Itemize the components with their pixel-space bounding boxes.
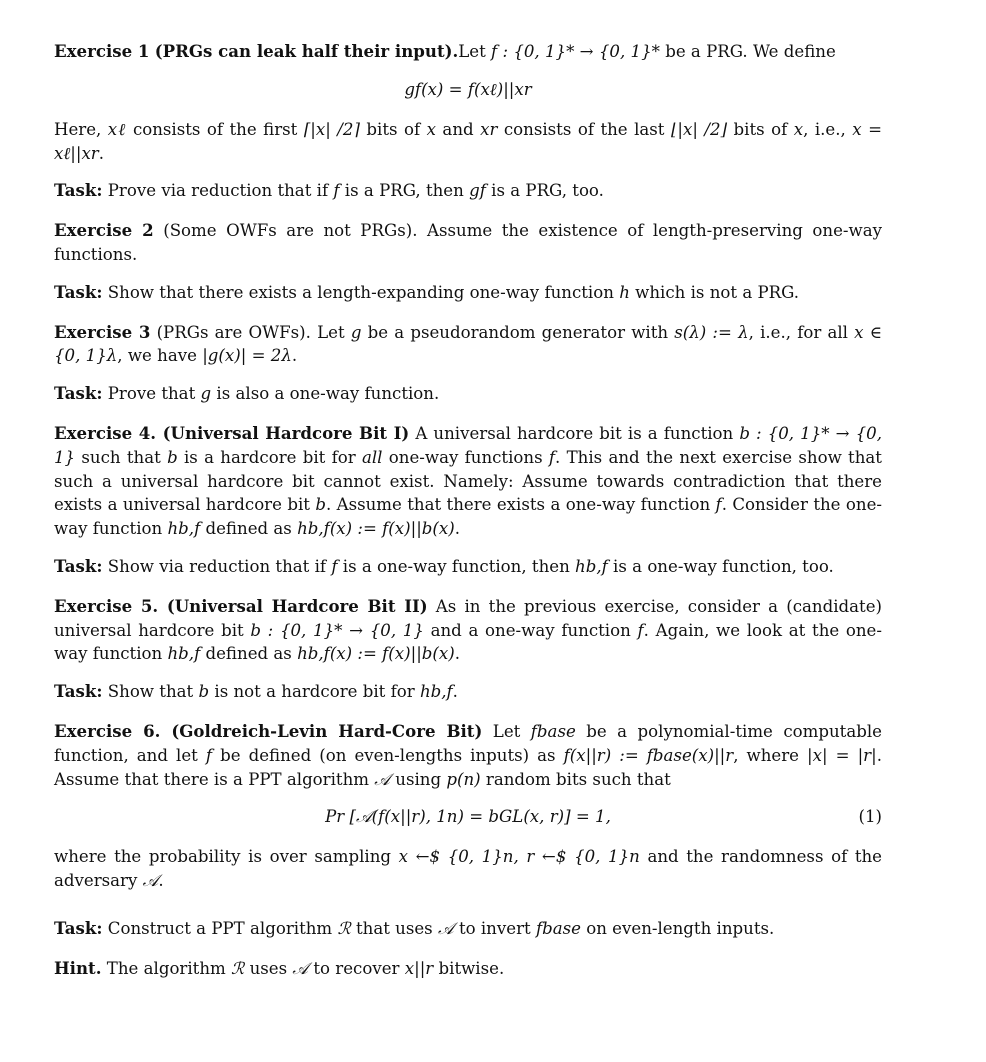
text: and the randomness of the adversary: [54, 847, 882, 891]
exercise-4: [54, 422, 882, 541]
exercise-2-heading: Exercise 2: [54, 220, 154, 241]
math: ⌈|x| /2⌉: [303, 119, 360, 139]
math: f: [205, 745, 213, 765]
math: x||r: [404, 958, 434, 978]
text: Prove via reduction that if: [102, 181, 334, 201]
math: xℓ: [107, 119, 127, 139]
math: x: [793, 119, 804, 139]
text: A universal hardcore bit is a function: [409, 423, 740, 443]
text: consists of the first: [126, 119, 304, 139]
math: ℛ: [231, 958, 245, 978]
equation-1-body: Pr [𝒜(f(x||r), 1n) = bGL(x, r)] = 1,: [325, 807, 611, 827]
text: Show via reduction that if: [102, 556, 332, 576]
text: , where: [733, 745, 808, 765]
exercise-1-heading: Exercise 1: [54, 41, 150, 61]
task-label: Task:: [54, 681, 103, 702]
exercise-2: [54, 219, 882, 267]
text: , i.e.,: [803, 119, 853, 139]
exercise-sheet: [54, 40, 882, 995]
text: is also a one-way function.: [211, 384, 440, 404]
text: bits of: [359, 119, 427, 139]
text: be a PRG. We define: [659, 42, 836, 61]
math: b : {0, 1}* → {0, 1}: [54, 423, 882, 467]
math-signature: f : {0, 1}* → {0, 1}*: [491, 42, 660, 61]
text: Let: [310, 322, 351, 342]
exercise-6-sampling: [54, 845, 882, 893]
text: is a hardcore bit for: [177, 447, 362, 467]
math: b: [167, 447, 178, 467]
text: where the probability is over sampling: [54, 847, 399, 867]
exercise-6: [54, 720, 882, 791]
text: .: [98, 143, 105, 163]
text: .: [454, 519, 461, 539]
text: such that: [75, 447, 168, 467]
math: f: [331, 556, 338, 576]
text: Let: [458, 42, 492, 61]
hint-label: Hint.: [54, 957, 102, 978]
text: using: [389, 769, 447, 789]
text: Show that: [102, 682, 199, 702]
math: f: [548, 447, 556, 467]
text: which is not a PRG.: [629, 282, 800, 302]
text: is a PRG, then: [339, 181, 470, 201]
text: random bits such that: [480, 769, 671, 789]
task-label: Task:: [54, 555, 103, 576]
equation-1-tag: (1): [858, 807, 882, 827]
text: and a one-way function: [423, 620, 638, 640]
math: b: [315, 495, 326, 515]
math: 𝒜: [292, 958, 309, 978]
text: .: [158, 871, 164, 891]
exercise-1: [54, 40, 882, 64]
text: bitwise.: [433, 958, 505, 978]
math: b : {0, 1}* → {0, 1}: [250, 620, 424, 640]
task-label: Task:: [54, 281, 103, 302]
math: h: [619, 282, 630, 302]
exercise-4-heading: Exercise 4. (Universal Hardcore Bit I): [54, 422, 410, 443]
math: hb,f: [419, 682, 453, 702]
text: . This and the next exercise show that such a universal hardcore bit cannot exist. Namely: Assume towards contradiction that there exists a universal hardcore bit: [54, 447, 882, 515]
math: |g(x)| = 2λ: [202, 346, 292, 366]
text: that uses: [350, 918, 438, 938]
emphasis: all: [361, 447, 383, 467]
text: Construct a PPT algorithm: [102, 918, 338, 938]
text: .: [454, 644, 461, 664]
text: defined as: [200, 519, 298, 539]
math: b: [198, 682, 210, 702]
math: |x| = |r|: [807, 745, 877, 765]
text: and: [435, 119, 481, 139]
task-3: [54, 382, 882, 406]
text: is a PRG, too.: [485, 181, 604, 201]
text: Show that there exists a length-expanding one-way function: [102, 282, 620, 302]
text: is a one-way function, too.: [607, 556, 834, 576]
text: to recover: [308, 958, 405, 978]
math: 𝒜: [374, 769, 390, 789]
exercise-1-description: [54, 118, 882, 166]
text: Prove that: [102, 384, 201, 404]
text: to invert: [453, 918, 536, 938]
task-2: [54, 281, 882, 305]
equation-gf: gf(x) = f(xℓ)||xr: [404, 79, 532, 99]
math: s(λ) := λ: [674, 322, 749, 342]
math: hb,f: [167, 644, 201, 664]
math: gf: [469, 181, 486, 201]
text: . Assume that there is a PPT algorithm: [54, 745, 882, 789]
math: hb,f(x) := f(x)||b(x): [297, 644, 455, 664]
text: defined as: [200, 644, 298, 664]
text: consists of the last: [497, 119, 671, 139]
math: xr: [480, 119, 498, 139]
exercise-5-heading: Exercise 5. (Universal Hardcore Bit II): [54, 595, 428, 616]
math: hb,f: [575, 556, 608, 576]
text: . Consider the one-way function: [54, 495, 882, 539]
text: . Assume that there exists a one-way function: [325, 495, 716, 515]
math: x ←$ {0, 1}n, r ←$ {0, 1}n: [398, 847, 640, 867]
math: g: [200, 384, 212, 404]
math: hb,f(x) := f(x)||b(x): [297, 519, 455, 539]
task-1: [54, 179, 882, 203]
task-label: Task:: [54, 917, 103, 938]
text: As in the previous exercise, consider a (candidate) universal hardcore bit: [54, 596, 882, 640]
text: , we have: [117, 346, 203, 366]
math: 𝒜: [437, 918, 454, 938]
math: f: [637, 620, 644, 640]
math: ℛ: [337, 918, 351, 938]
task-label: Task:: [54, 383, 103, 404]
math: fbase: [535, 918, 581, 938]
exercise-3-heading: Exercise 3: [54, 321, 151, 342]
math: x ∈ {0, 1}λ: [54, 322, 882, 366]
text: Assume the existence of length-preserving one-way functions.: [54, 221, 882, 264]
math: p(n): [446, 769, 481, 789]
math: hb,f: [167, 519, 201, 539]
math: x = xℓ||xr: [54, 119, 882, 163]
task-6: [54, 917, 882, 941]
text: is not a hardcore bit for: [209, 682, 420, 702]
text: .: [291, 346, 298, 366]
math: f: [333, 181, 340, 201]
math: 𝒜: [142, 871, 159, 891]
math: x: [426, 119, 436, 139]
spacer: [54, 907, 882, 917]
text: . Again, we look at the one-way function: [54, 620, 882, 664]
text: bits of: [727, 119, 794, 139]
exercise-3: [54, 321, 882, 369]
text: on even-length inputs.: [580, 918, 775, 938]
equation-1: [54, 805, 882, 829]
text: uses: [244, 958, 293, 978]
exercise-3-title: (PRGs are OWFs).: [156, 322, 311, 342]
text: Let: [482, 721, 531, 741]
math: fbase: [530, 721, 576, 741]
math: g: [350, 322, 362, 342]
text: is a one-way function, then: [337, 556, 576, 576]
text: be a pseudorandom generator with: [361, 322, 675, 342]
math: ⌊|x| /2⌋: [670, 119, 728, 139]
text: one-way functions: [382, 447, 549, 467]
text: The algorithm: [101, 958, 232, 978]
exercise-5: [54, 595, 882, 666]
text: be defined (on even-lengths inputs) as: [212, 745, 564, 765]
text: be a polynomial-time computable function, and let: [54, 721, 882, 765]
task-5: [54, 680, 882, 704]
math: f(x||r) := fbase(x)||r: [563, 745, 734, 765]
exercise-6-heading: Exercise 6. (Goldreich-Levin Hard-Core Bit): [54, 720, 483, 741]
exercise-2-title: (Some OWFs are not PRGs).: [163, 221, 418, 241]
task-4: [54, 555, 882, 579]
hint: [54, 957, 882, 981]
text: , i.e., for all: [748, 322, 855, 342]
task-label: Task:: [54, 180, 103, 201]
text: .: [452, 682, 458, 702]
exercise-1-title: (PRGs can leak half their input).: [154, 41, 459, 61]
text: Here,: [54, 119, 108, 139]
math: f: [715, 495, 722, 515]
